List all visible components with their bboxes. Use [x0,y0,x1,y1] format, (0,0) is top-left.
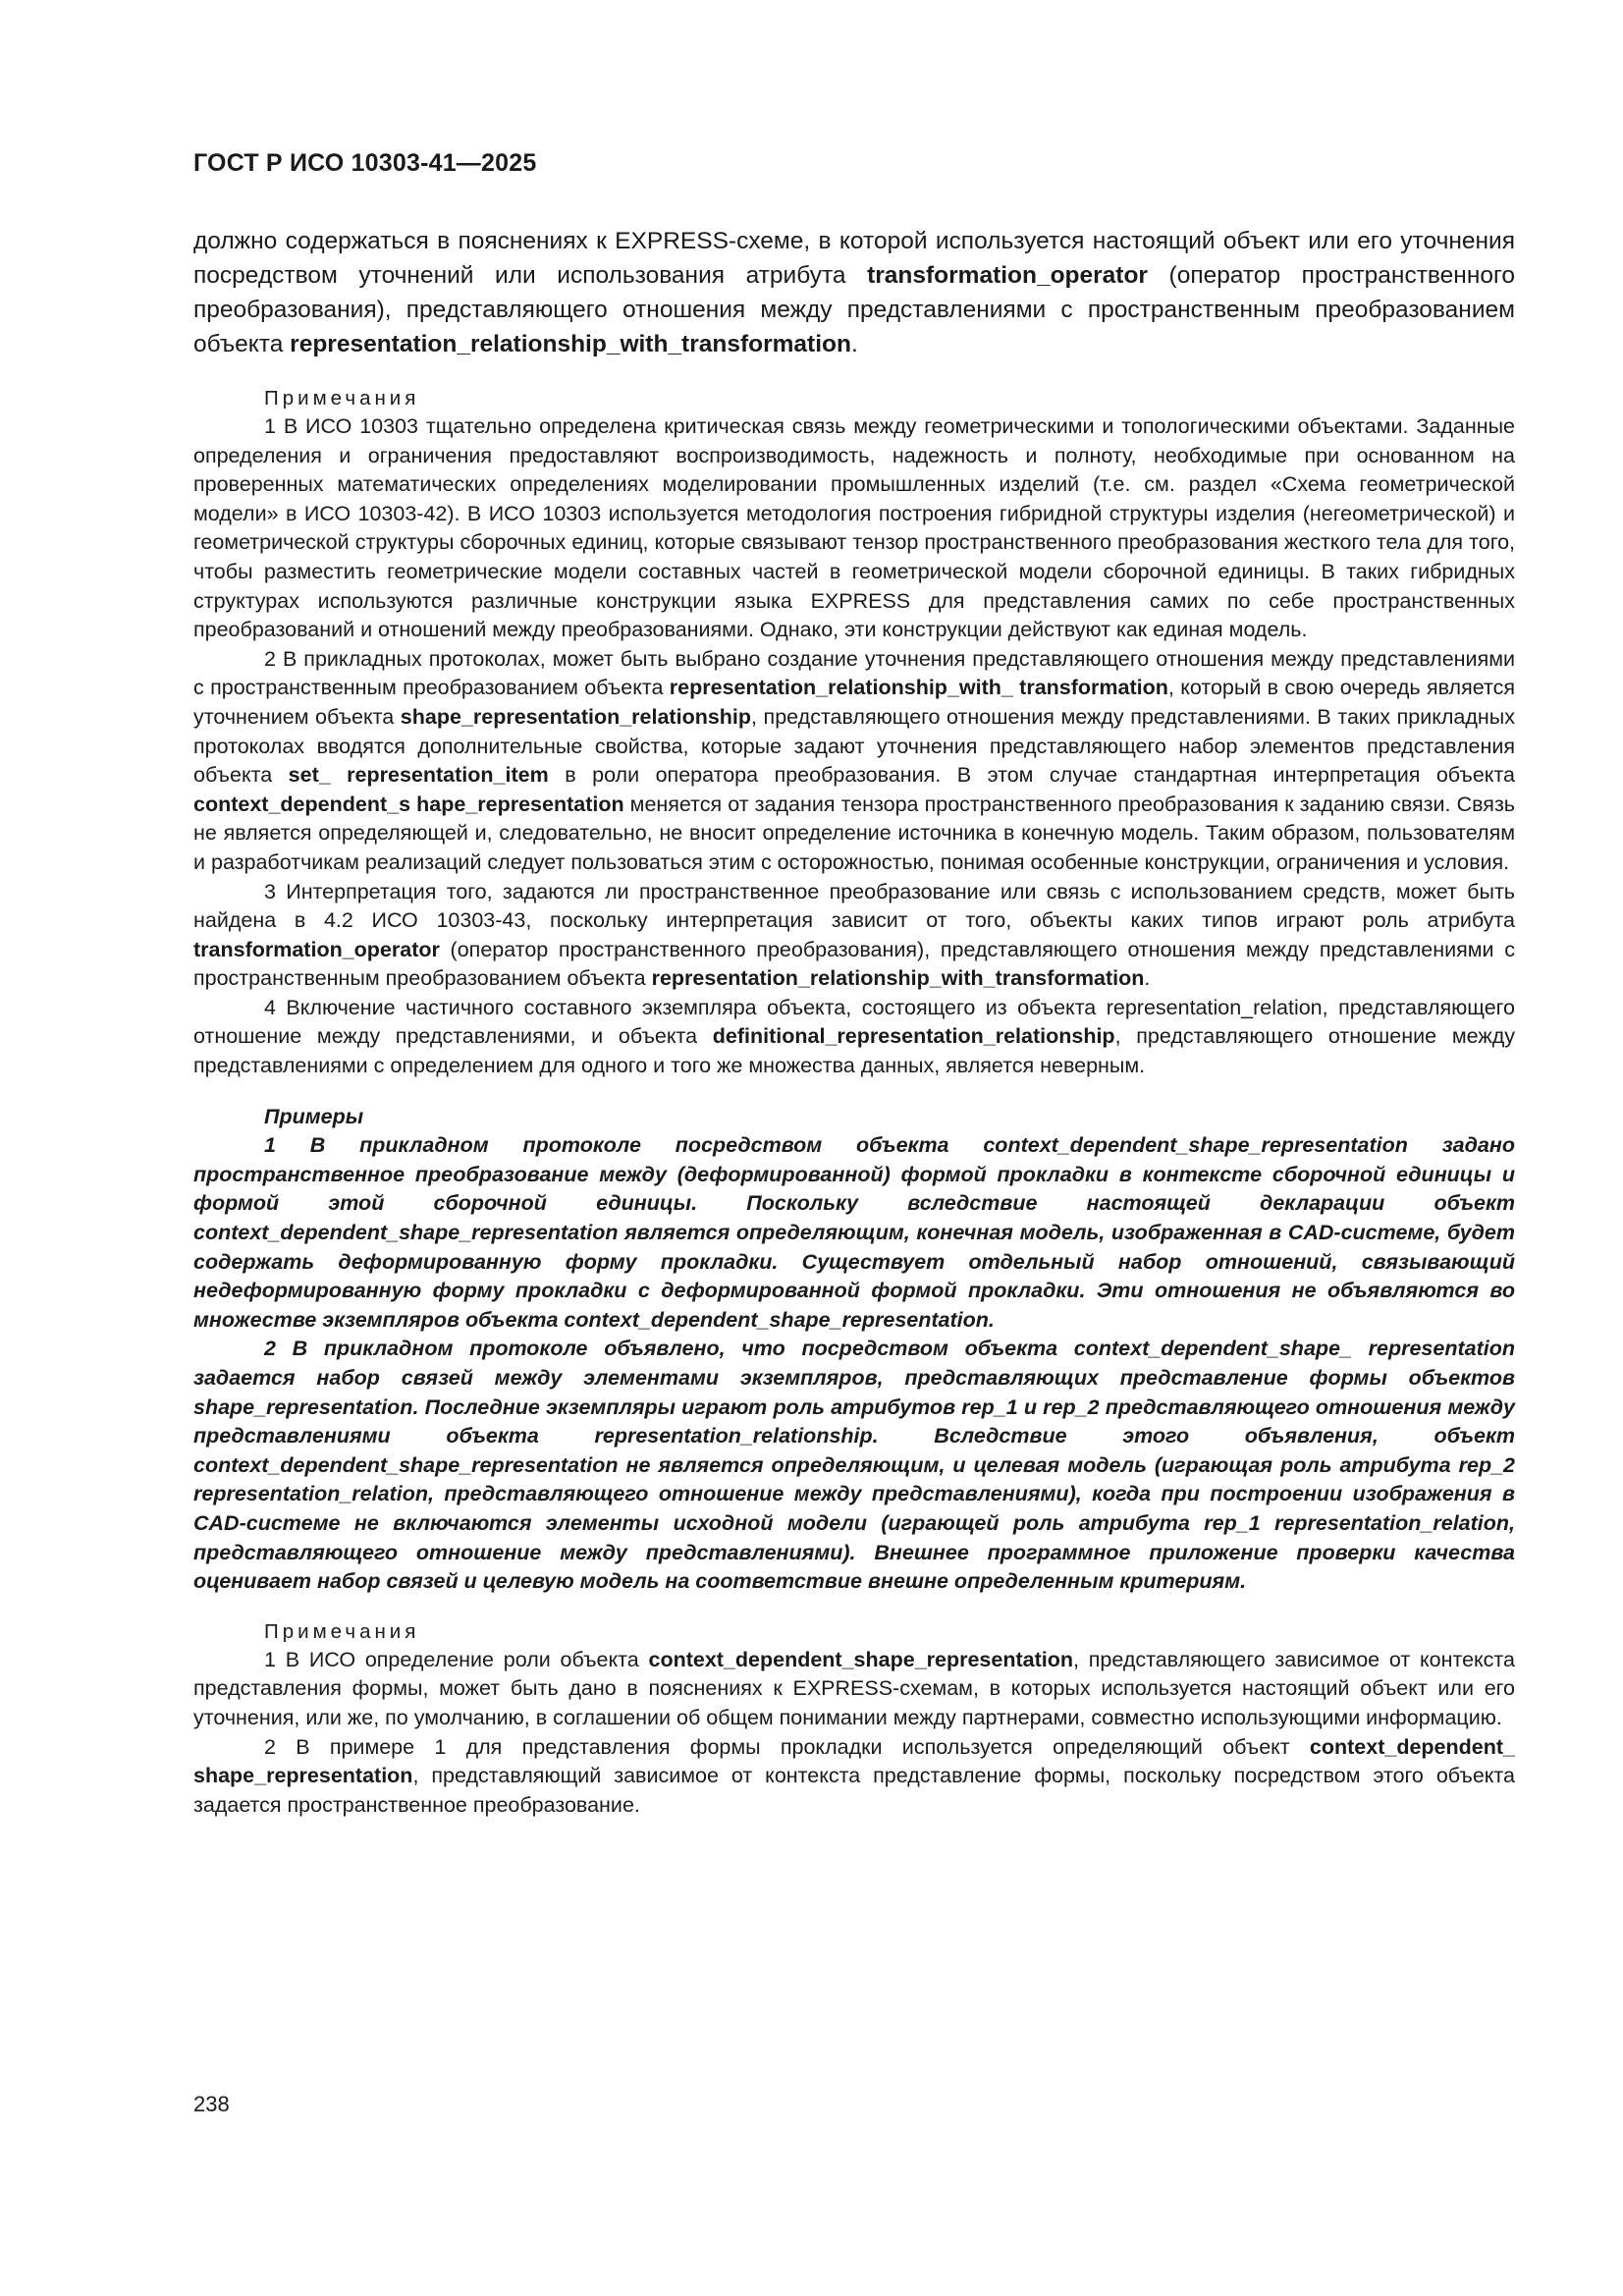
note2-1-text-1: 1 В ИСО определение роли объекта [264,1647,649,1671]
note2-1-text-2: , представляющего зависимое от контекста представления формы, может быть дано в пояснениях к EXPRESS-схемам, в которых используется настоящий объект или его уточнения, или же, по умолчанию, в соглашении об общем понимании между партнерами, совместно использующими информацию. [193,1647,1515,1729]
example-2: 2 В прикладном протоколе объявлено, что посредством объекта context_dependent_shape_ representation задается набор связей между элементами экземпляров, представляющих представление формы объектов shape_representation. Последние экземпляры играют роль атрибутов rep_1 и rep_2 представляющего отношения между представлениями объекта representation_relationship. Вследствие этого объявления, объект context_dependent_shape_representation не является определяющим, и целевая модель (играющая роль атрибута rep_2 representation_relation, представляющего отношение между представлениями), когда при построении изображения в CAD-системе не включаются элементы исходной модели (играющей роль атрибута rep_1 representation_relation, представляющего отношение между представлениями). Внешнее программное приложение проверки качества оценивает набор связей и целевую модель на соответствие внешне определенным критериям. [193,1337,1515,1594]
note-2-term-1: representation_relationship_with_ transformation [669,676,1168,700]
lead-term-1: transformation_operator [867,262,1148,289]
lead-text-3: . [850,331,858,357]
note2-2-text-2: , представляющий зависимое от контекста представление формы, поскольку посредством этого объекта задается пространственное преобразование. [193,1764,1515,1817]
note-3-text-1: 3 Интерпретация того, задаются ли пространственное преобразование или связь с использованием средств, может быть найдена в 4.2 ИСО 10303-43, поскольку интерпретация зависит от того, объекты каких типов играют роль атрибута [193,879,1515,933]
note-2-text-2: , который в свою очередь является уточнением объекта [193,676,1515,729]
note-2-text-1: 2 В прикладных протоколах, может быть выбрано создание уточнения представляющего отношения между представлениями с пространственным преобразованием объекта [193,646,1515,700]
note-4 [193,994,1515,1081]
note2-2-term-1: context_dependent_ shape_representation [193,1734,1515,1788]
note-3-term-2: representation_relationship_with_transformation [651,966,1145,991]
note-2-text-5: меняется от задания тензора пространственного преобразования к заданию связи. Связь не является определяющей и, следовательно, не вносит определение источника в конечную модель. Таким образом, пользователям и разработчикам реализаций следует пользоваться этим с осторожностью, понимая особенные конструкции, ограничения и условия. [193,792,1516,874]
lead-text-2: (оператор пространственного преобразования), представляющего отношения между представлениями с пространственным преобразованием объекта [193,262,1515,357]
note-3-text-3: . [1144,966,1151,991]
note-2-term-2: shape_representation_relationship [400,704,752,729]
example-1: 1 В прикладном протоколе посредством объекта context_dependent_shape_representation задано пространственное преобразование между (деформированной) формой прокладки в контексте сборочной единицы и формой этой сборочной единицы. Поскольку вследствие настоящей декларации объект context_dependent_shape_representation является определяющим, конечная модель, изображенная в CAD-системе, будет содержать деформированную форму прокладки. Существует отдельный набор отношений, связывающий недеформированную форму прокладки с деформированной формой прокладки. Эти отношения не объявляются во множестве экземпляров объекта context_dependent_shape_representation. [193,1133,1515,1332]
note-1-text: 1 В ИСО 10303 тщательно определена критическая связь между геометрическими и топологическими объектами. Заданные определения и ограничения предоставляют воспроизводимость, надежность и полноту, необходимые при основанном на проверенных математических определениях моделировании промышленных изделий (т.е. см. раздел «Схема геометрической модели» в ИСО 10303-42). В ИСО 10303 используется методология построения гибридной структуры изделия (негеометрической) и геометрической структуры сборочных единиц, которые связывают тензор пространственного преобразования жесткого тела для того, чтобы разместить геометрические модели составных частей в геометрической модели сборочной единицы. В таких гибридных структурах используются различные конструкции языка EXPRESS для представления самих по себе пространственных преобразований и отношений между преобразованиями. Однако, эти конструкции действуют как единая модель. [193,414,1515,642]
note-4-text-1: 4 Включение частичного составного экземпляра объекта, состоящего из объекта representation_relation, представляющего отношение между представлениями, и объекта [193,995,1515,1049]
examples-title: Примеры [264,1104,364,1128]
notes-block [193,385,1515,1081]
note-2-term-4: context_dependent_s hape_representation [193,792,624,816]
note2-1 [193,1646,1515,1733]
note-3-text-2: (оператор пространственного преобразования), представляющего отношения между представлениями с пространственным преобразованием объекта [193,937,1515,991]
lead-paragraph [193,224,1515,361]
note-2-text-3: , представляющего отношения между представлениями. В таких прикладных протоколах вводятся дополнительные свойства, которые задают уточнения представляющего набор элементов представления объекта [193,704,1515,788]
note-3 [193,878,1515,994]
note-1 [193,412,1515,645]
page-content [193,224,1515,1820]
document-header: ГОСТ Р ИСО 10303-41—2025 [193,149,537,177]
note-4-term-1: definitional_representation_relationship [712,1024,1115,1049]
note-2-term-3: set_ representation_item [288,763,549,788]
note-3-term-1: transformation_operator [193,937,440,961]
note2-2 [193,1733,1515,1821]
note-2 [193,645,1515,878]
examples-block [193,1103,1515,1597]
note2-2-text-1: 2 В примере 1 для представления формы прокладки используется определяющий объект [264,1734,1310,1759]
notes-title: Примечания [264,387,420,410]
note-4-text-2: , представляющего отношение между представлениями с определением для одного и того же множества данных, является неверным. [193,1024,1515,1078]
notes-block-2 [193,1618,1515,1821]
note-2-text-4: в роли оператора преобразования. В этом случае стандартная интерпретация объекта [548,763,1516,788]
lead-text-1: должно содержаться в пояснениях к EXPRESS-схеме, в которой используется настоящий объект или его уточнения посредством уточнений или использования атрибута [193,228,1515,289]
page-number: 238 [193,2092,230,2116]
notes-2-title: Примечания [264,1619,420,1643]
lead-term-2: representation_relationship_with_transformation [290,331,851,357]
note2-1-term-1: context_dependent_shape_representation [648,1647,1073,1671]
